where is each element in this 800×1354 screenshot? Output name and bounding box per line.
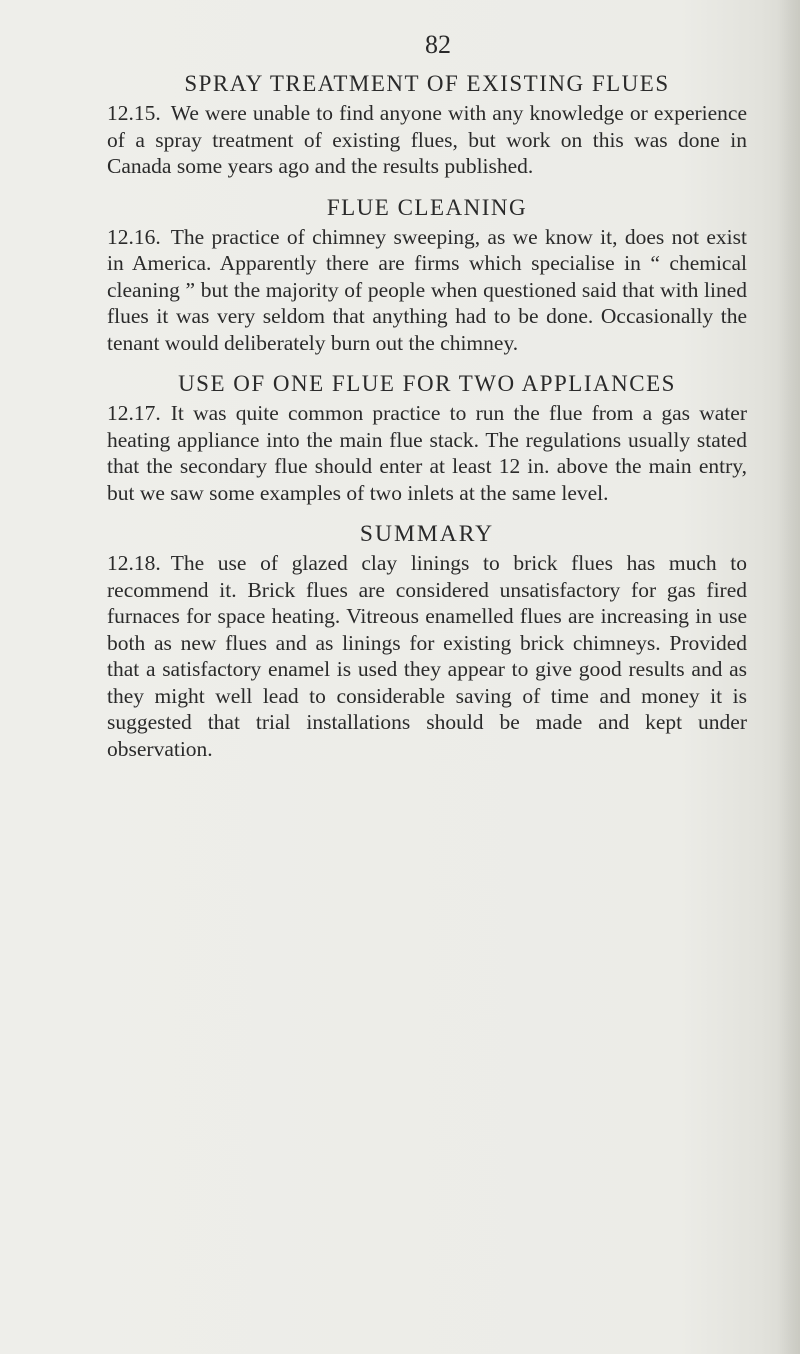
paragraph-text: The use of glazed clay linings to brick flues has much to recommend it. Brick flues are considered unsatisfactory for gas fired furnaces for space heating. Vitreous enamelled flues are increasing in use both as new flues and as linings for existing brick chimneys. Provided that a satisfactory enamel is used they appear to give good results and as they might well lead to considerable saving of time and money it is suggested that trial installations should be made and kept under observation. — [107, 551, 747, 761]
paragraph-12-17 — [107, 400, 747, 506]
page-content — [107, 30, 747, 776]
paragraph-number: 12.15. — [107, 101, 161, 125]
section-heading-flue-cleaning: FLUE CLEANING — [326, 194, 528, 220]
page-edge-shadow — [778, 0, 800, 1354]
paragraph-number: 12.17. — [107, 401, 161, 425]
section-heading-one-flue-two-appliances: USE OF ONE FLUE FOR TWO APPLIANCES — [178, 371, 676, 396]
paragraph-text: The practice of chimney sweeping, as we know it, does not exist in America. Apparently there are firms which specialise in “ chemical cleaning ” but the majority of people when questioned said that with lined flues it was very seldom that anything had to be done. Occasionally the tenant would deliberately burn out the chimney. — [107, 224, 747, 355]
section-heading-spray-treatment: SPRAY TREATMENT OF EXISTING FLUES — [184, 71, 670, 96]
paragraph-number: 12.16. — [107, 224, 161, 249]
paragraph-12-16 — [107, 224, 747, 357]
paragraph-text: It was quite common practice to run the flue from a gas water heating appliance into the main flue stack. The regulations usually stated that the secondary flue should enter at least 12 in. above the main entry, but we saw some examples of two inlets at the same level. — [107, 401, 747, 505]
paragraph-12-18 — [107, 550, 747, 762]
section-heading-summary: SUMMARY — [359, 521, 495, 547]
paragraph-number: 12.18. — [107, 551, 161, 575]
page-number: 82 — [425, 30, 451, 59]
paragraph-text: We were unable to find anyone with any knowledge or experience of a spray treatment of existing flues, but work on this was done in Canada some years ago and the results published. — [107, 101, 747, 178]
paragraph-12-15 — [107, 100, 747, 180]
